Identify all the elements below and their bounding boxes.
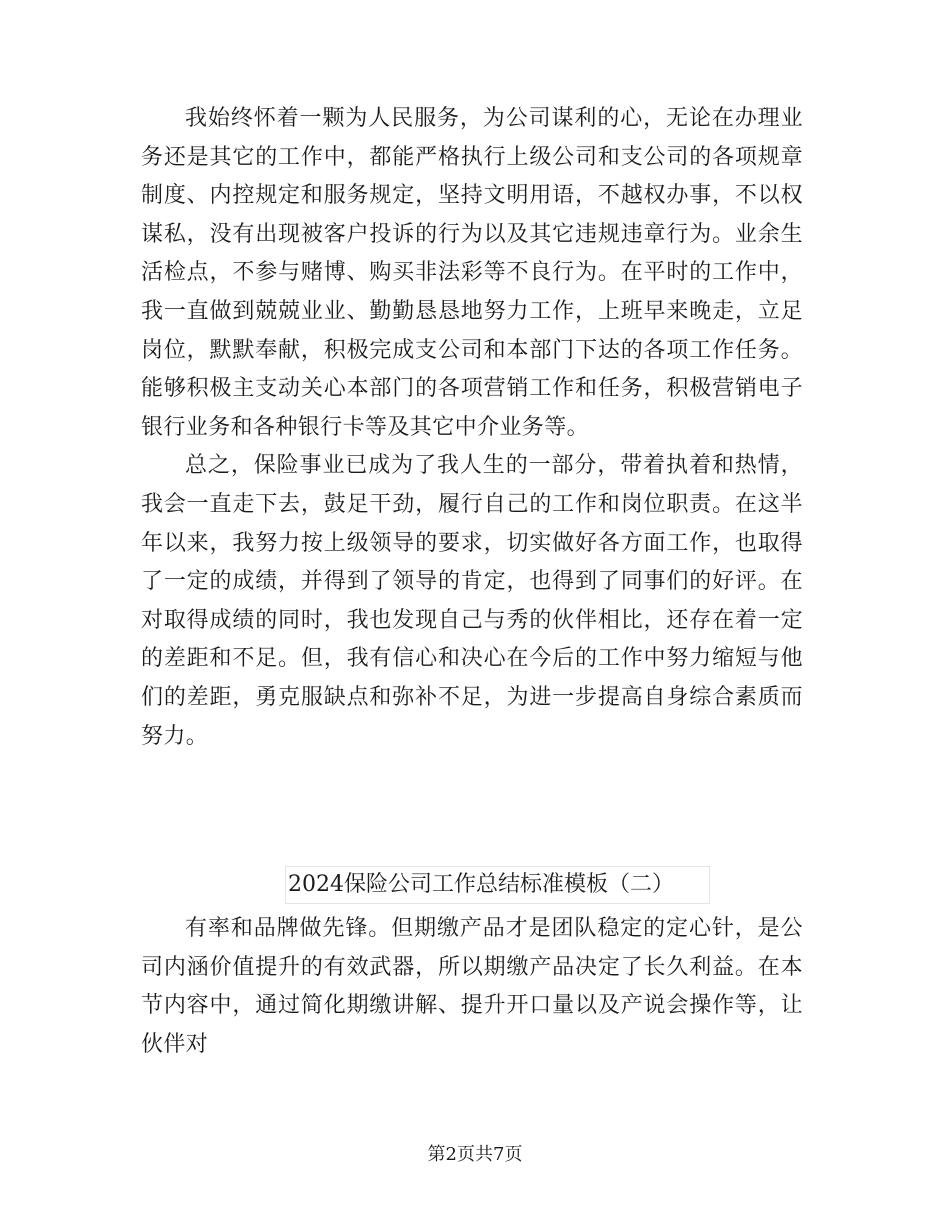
body-text-block-2	[141, 910, 803, 1064]
section-heading: 2024保险公司工作总结标准模板（二）	[285, 866, 710, 904]
page-indicator: 第2页共7页	[427, 1144, 523, 1165]
page-footer	[0, 1143, 950, 1167]
paragraph-3: 有率和品牌做先锋。但期缴产品才是团队稳定的定心针，是公司内涵价值提升的有效武器，所以期缴产品决定了长久利益。在本节内容中，通过简化期缴讲解、提升开口量以及产说会操作等，让伙伴对	[141, 916, 803, 1057]
paragraph-2: 总之，保险事业已成为了我人生的一部分，带着执着和热情，我会一直走下去，鼓足干劲，履行自己的工作和岗位职责。在这半年以来，我努力按上级领导的要求，切实做好各方面工作，也取得了一定的成绩，并得到了领导的肯定，也得到了同事们的好评。在对取得成绩的同时，我也发现自己与秀的伙伴相比，还存在着一定的差距和不足。但，我有信心和决心在今后的工作中努力缩短与他们的差距，勇克服缺点和弥补不足，为进一步提高自身综合素质而努力。	[141, 453, 803, 749]
paragraph-1: 我始终怀着一颗为人民服务，为公司谋利的心，无论在办理业务还是其它的工作中，都能严格执行上级公司和支公司的各项规章制度、内控规定和服务规定，坚持文明用语，不越权办事，不以权谋私，没有出现被客户投诉的行为以及其它违规违章行为。业余生活检点，不参与赌博、购买非法彩等不良行为。在平时的工作中，我一直做到兢兢业业、勤勤恳恳地努力工作，上班早来晚走，立足岗位，默默奉献，积极完成支公司和本部门下达的各项工作任务。能够积极主支动关心本部门的各项营销工作和任务，积极营销电子银行业务和各种银行卡等及其它中介业务等。	[141, 106, 803, 440]
body-text-block-1	[141, 100, 803, 756]
